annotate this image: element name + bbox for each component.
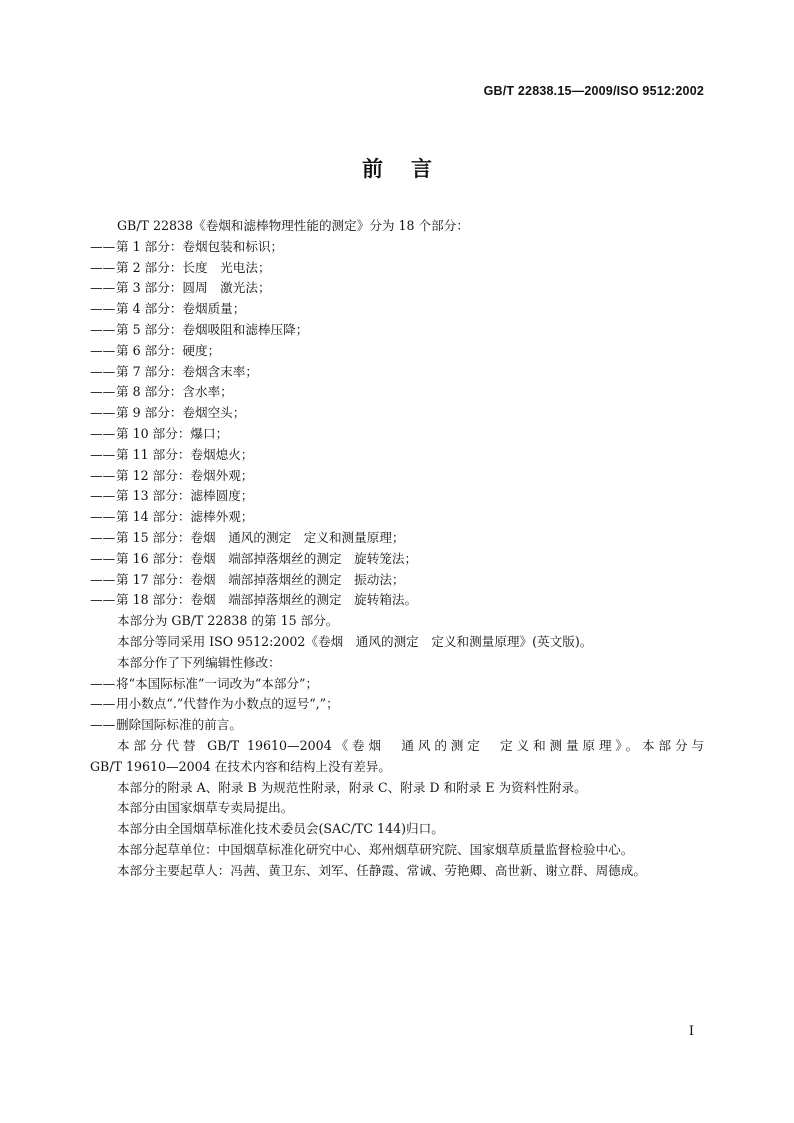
replacement-statement-line2: GB/T 19610—2004 在技术内容和结构上没有差异。	[90, 758, 391, 774]
edit-list-item	[90, 694, 704, 715]
part-list-item-text: 第 4 部分：卷烟质量；	[116, 301, 246, 317]
replacement-statement-line1: 本部分代替 GB/T 19610—2004《卷烟 通风的测定 定义和测量原理》。本部分与	[117, 737, 704, 753]
list-dash: ——	[90, 301, 116, 317]
proposed-by-statement: 本部分由国家烟草专卖局提出。	[117, 800, 294, 816]
part-list-item-text: 第 7 部分：卷烟含末率；	[116, 363, 258, 379]
part-list-item	[90, 299, 704, 320]
list-dash: ——	[90, 509, 116, 525]
part-list-item-text: 第 8 部分：含水率；	[116, 384, 233, 400]
part-list-item	[90, 590, 704, 611]
part-list-item-text: 第 10 部分：爆口；	[116, 425, 229, 441]
list-dash: ——	[90, 384, 116, 400]
list-dash: ——	[90, 405, 116, 421]
part-statement: 本部分为 GB/T 22838 的第 15 部分。	[117, 613, 339, 629]
list-dash: ——	[90, 529, 116, 545]
list-dash: ——	[90, 592, 116, 608]
part-list-item	[90, 403, 704, 424]
list-dash: ——	[90, 342, 116, 358]
part-list-item	[90, 237, 704, 258]
list-dash: ——	[90, 467, 116, 483]
intro-paragraph: GB/T 22838《卷烟和滤棒物理性能的测定》分为 18 个部分：	[117, 218, 469, 233]
edit-list-item	[90, 715, 704, 736]
list-dash: ——	[90, 280, 116, 296]
foreword-body	[90, 216, 704, 882]
edit-list-item-text: 删除国际标准的前言。	[116, 717, 242, 733]
part-list-item-text: 第 13 部分：滤棒圆度；	[116, 488, 254, 504]
part-list-item	[90, 486, 704, 507]
list-dash: ——	[90, 363, 116, 379]
list-dash: ——	[90, 550, 116, 566]
part-list-item-text: 第 5 部分：卷烟吸阻和滤棒压降；	[116, 321, 309, 337]
part-list-item-text: 第 16 部分：卷烟 端部掉落烟丝的测定 旋转笼法；	[116, 550, 418, 566]
edit-list-item-text: 用小数点“.”代替作为小数点的逗号“,”；	[116, 696, 339, 712]
edit-list-item-text: 将“本国际标准”一词改为“本部分”；	[116, 675, 319, 691]
part-list-item-text: 第 1 部分：卷烟包装和标识；	[116, 238, 284, 254]
list-dash: ——	[90, 571, 116, 587]
edit-list-item	[90, 674, 704, 695]
list-dash: ——	[90, 446, 116, 462]
list-dash: ——	[90, 717, 116, 733]
part-list-item	[90, 549, 704, 570]
part-list-item	[90, 424, 704, 445]
part-list-item	[90, 466, 704, 487]
list-dash: ——	[90, 425, 116, 441]
adoption-statement: 本部分等同采用 ISO 9512:2002《卷烟 通风的测定 定义和测量原理》(英文版)。	[117, 633, 593, 649]
part-list-item	[90, 445, 704, 466]
editorial-changes-intro: 本部分作了下列编辑性修改：	[117, 654, 281, 670]
part-list-item	[90, 278, 704, 299]
list-dash: ——	[90, 488, 116, 504]
part-list-item-text: 第 11 部分：卷烟熄火；	[116, 446, 254, 462]
part-list-item	[90, 528, 704, 549]
page-title: 前言	[362, 156, 460, 181]
part-list-item	[90, 341, 704, 362]
list-dash: ——	[90, 321, 116, 337]
part-list-item-text: 第 15 部分：卷烟 通风的测定 定义和测量原理；	[116, 529, 405, 545]
parts-list	[90, 237, 704, 611]
part-list-item	[90, 382, 704, 403]
editorial-changes-list	[90, 674, 704, 736]
standard-code-header: GB/T 22838.15—2009/ISO 9512:2002	[483, 84, 704, 98]
part-list-item	[90, 570, 704, 591]
list-dash: ——	[90, 259, 116, 275]
part-list-item-text: 第 17 部分：卷烟 端部掉落烟丝的测定 振动法；	[116, 571, 405, 587]
list-dash: ——	[90, 238, 116, 254]
part-list-item-text: 第 3 部分：圆周 激光法；	[116, 280, 271, 296]
page-number: I	[688, 1024, 694, 1039]
annex-statement: 本部分的附录 A、附录 B 为规范性附录，附录 C、附录 D 和附录 E 为资料性附录。	[117, 779, 587, 795]
part-list-item-text: 第 18 部分：卷烟 端部掉落烟丝的测定 旋转箱法。	[116, 592, 418, 608]
part-list-item	[90, 258, 704, 279]
part-list-item	[90, 362, 704, 383]
part-list-item-text: 第 12 部分：卷烟外观；	[116, 467, 254, 483]
centralized-by-statement: 本部分由全国烟草标准化技术委员会(SAC/TC 144)归口。	[117, 821, 444, 837]
part-list-item-text: 第 6 部分：硬度；	[116, 342, 221, 358]
list-dash: ——	[90, 675, 116, 691]
part-list-item	[90, 320, 704, 341]
drafting-units-statement: 本部分起草单位：中国烟草标准化研究中心、郑州烟草研究院、国家烟草质量监督检验中心。	[117, 841, 634, 857]
part-list-item	[90, 507, 704, 528]
list-dash: ——	[90, 696, 116, 712]
part-list-item-text: 第 2 部分：长度 光电法；	[116, 259, 271, 275]
part-list-item-text: 第 14 部分：滤棒外观；	[116, 509, 254, 525]
drafters-statement: 本部分主要起草人：冯茜、黄卫东、刘军、任静霞、常诚、劳艳卿、高世新、谢立群、周德成。	[117, 862, 646, 878]
part-list-item-text: 第 9 部分：卷烟空头；	[116, 405, 246, 421]
